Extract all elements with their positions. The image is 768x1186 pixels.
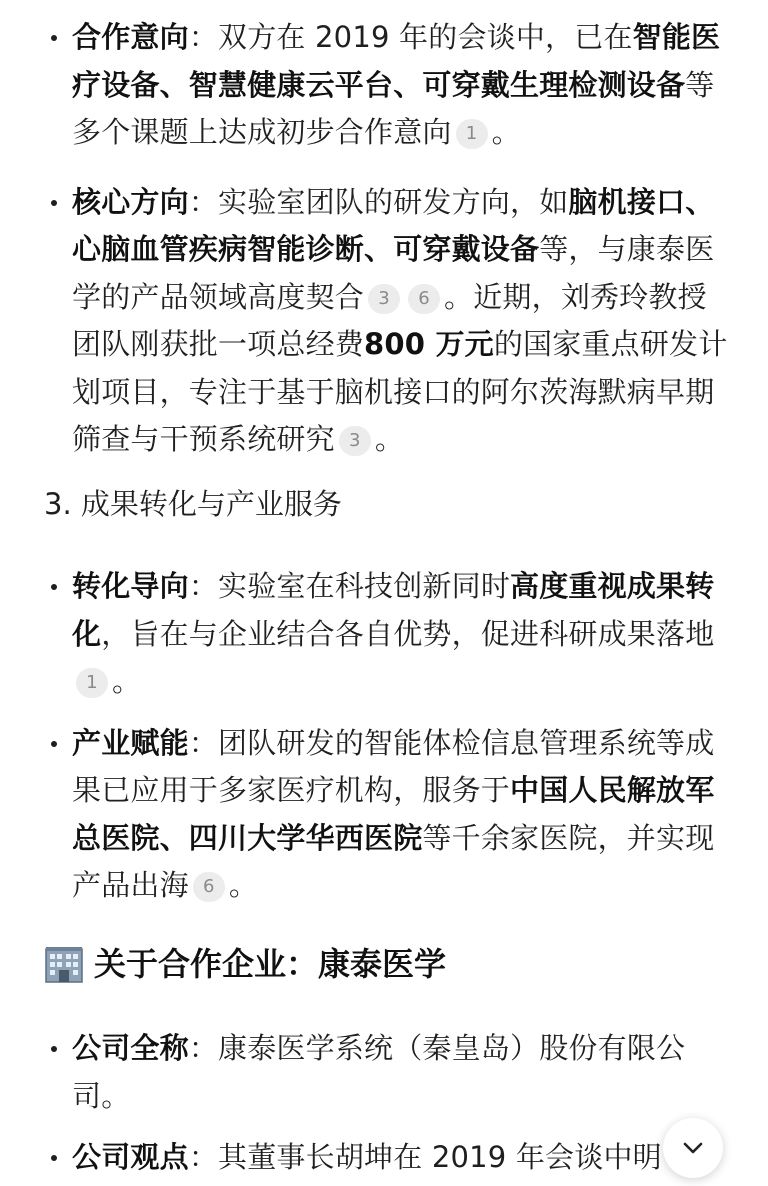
label-separator: ： [188,725,219,760]
item-label: 转化导向 [72,569,189,603]
list-item [0,1134,768,1182]
bullet-dot [51,1046,57,1052]
item-text: 康泰医学系统（秦皇岛）股份有限公司。 [72,1031,686,1113]
item-text: 实验室在科技创新同时 [218,569,511,603]
office-building-icon [44,945,84,983]
citation-badge[interactable]: 1 [76,668,108,698]
bullet-dot [51,200,57,206]
citation-badge[interactable]: 3 [368,284,400,314]
chevron-down-icon [680,1135,706,1161]
section-3-heading: 3. 成果转化与产业服务 [44,487,342,521]
citation-badge[interactable]: 1 [456,119,488,149]
item-text: 。 [112,664,142,698]
company-heading [44,942,446,986]
list-item [0,14,768,157]
item-label: 合作意向 [72,20,189,54]
item-bold-text: 800 万元 [364,327,494,361]
item-bold-text: 智能医疗设备、智慧健康云平台、可穿戴生理检测设备 [72,20,721,102]
item-text: 团队研发的智能体检信息管理系统等成果已应用于多家医疗机构，服务于 [72,725,715,807]
list-item [0,1025,768,1120]
cooperation-list [0,14,768,464]
company-heading-text: 关于合作企业：康泰医学 [94,945,447,983]
citation-badge[interactable]: 3 [339,426,371,456]
item-label: 公司全称 [72,1031,189,1065]
list-item [0,563,768,706]
company-list [0,1025,768,1182]
item-label: 产业赋能 [72,725,189,760]
item-text: 。 [374,422,405,456]
item-text: 。近期，刘秀玲教授团队刚获批一项总经费 [72,279,707,361]
list-item [0,179,768,464]
transformation-list [0,563,768,910]
item-label: 公司观点 [72,1140,189,1174]
item-text: 等，与康泰医学的产品领域高度契合 [72,232,715,314]
citation-badge[interactable]: 6 [408,284,440,314]
scroll-to-bottom-button[interactable] [663,1118,723,1178]
item-text: ，旨在与企业结合各自优势，促进科研成果落地 [101,616,715,651]
item-text: 实验室团队的研发方向，如 [218,184,569,219]
item-text: 的国家重点研发计划项目，专注于基于脑机接口的阿尔茨海默病早期筛查与干预系统研究 [72,327,728,456]
citation-badge[interactable]: 6 [193,872,225,902]
list-item [0,720,768,910]
item-text: 。 [228,868,259,902]
label-separator: ： [188,1140,219,1174]
item-bold-text: 中国人民解放军总医院、四川大学华西医院 [72,773,715,855]
item-text: 等千余家医院，并实现产品出海 [72,820,715,902]
label-separator: ： [188,569,219,603]
bullet-dot [51,1155,57,1161]
label-separator: ： [188,1031,219,1065]
item-text: 其董事长胡坤在 2019 年会谈中明 [218,1140,662,1174]
label-separator: ： [188,20,219,54]
item-label: 核心方向 [72,184,189,219]
item-text: 。 [491,115,521,149]
bullet-dot [51,35,57,41]
bullet-dot [51,741,57,747]
item-bold-text: 高度重视成果转化 [72,569,715,651]
item-text: 等多个课题上达成初步合作意向 [72,67,715,149]
bullet-dot [51,584,57,590]
item-bold-text: 脑机接口、心脑血管疾病智能诊断、可穿戴设备 [72,184,715,266]
label-separator: ： [188,184,219,219]
item-text: 双方在 2019 年的会谈中，已在 [218,20,633,54]
